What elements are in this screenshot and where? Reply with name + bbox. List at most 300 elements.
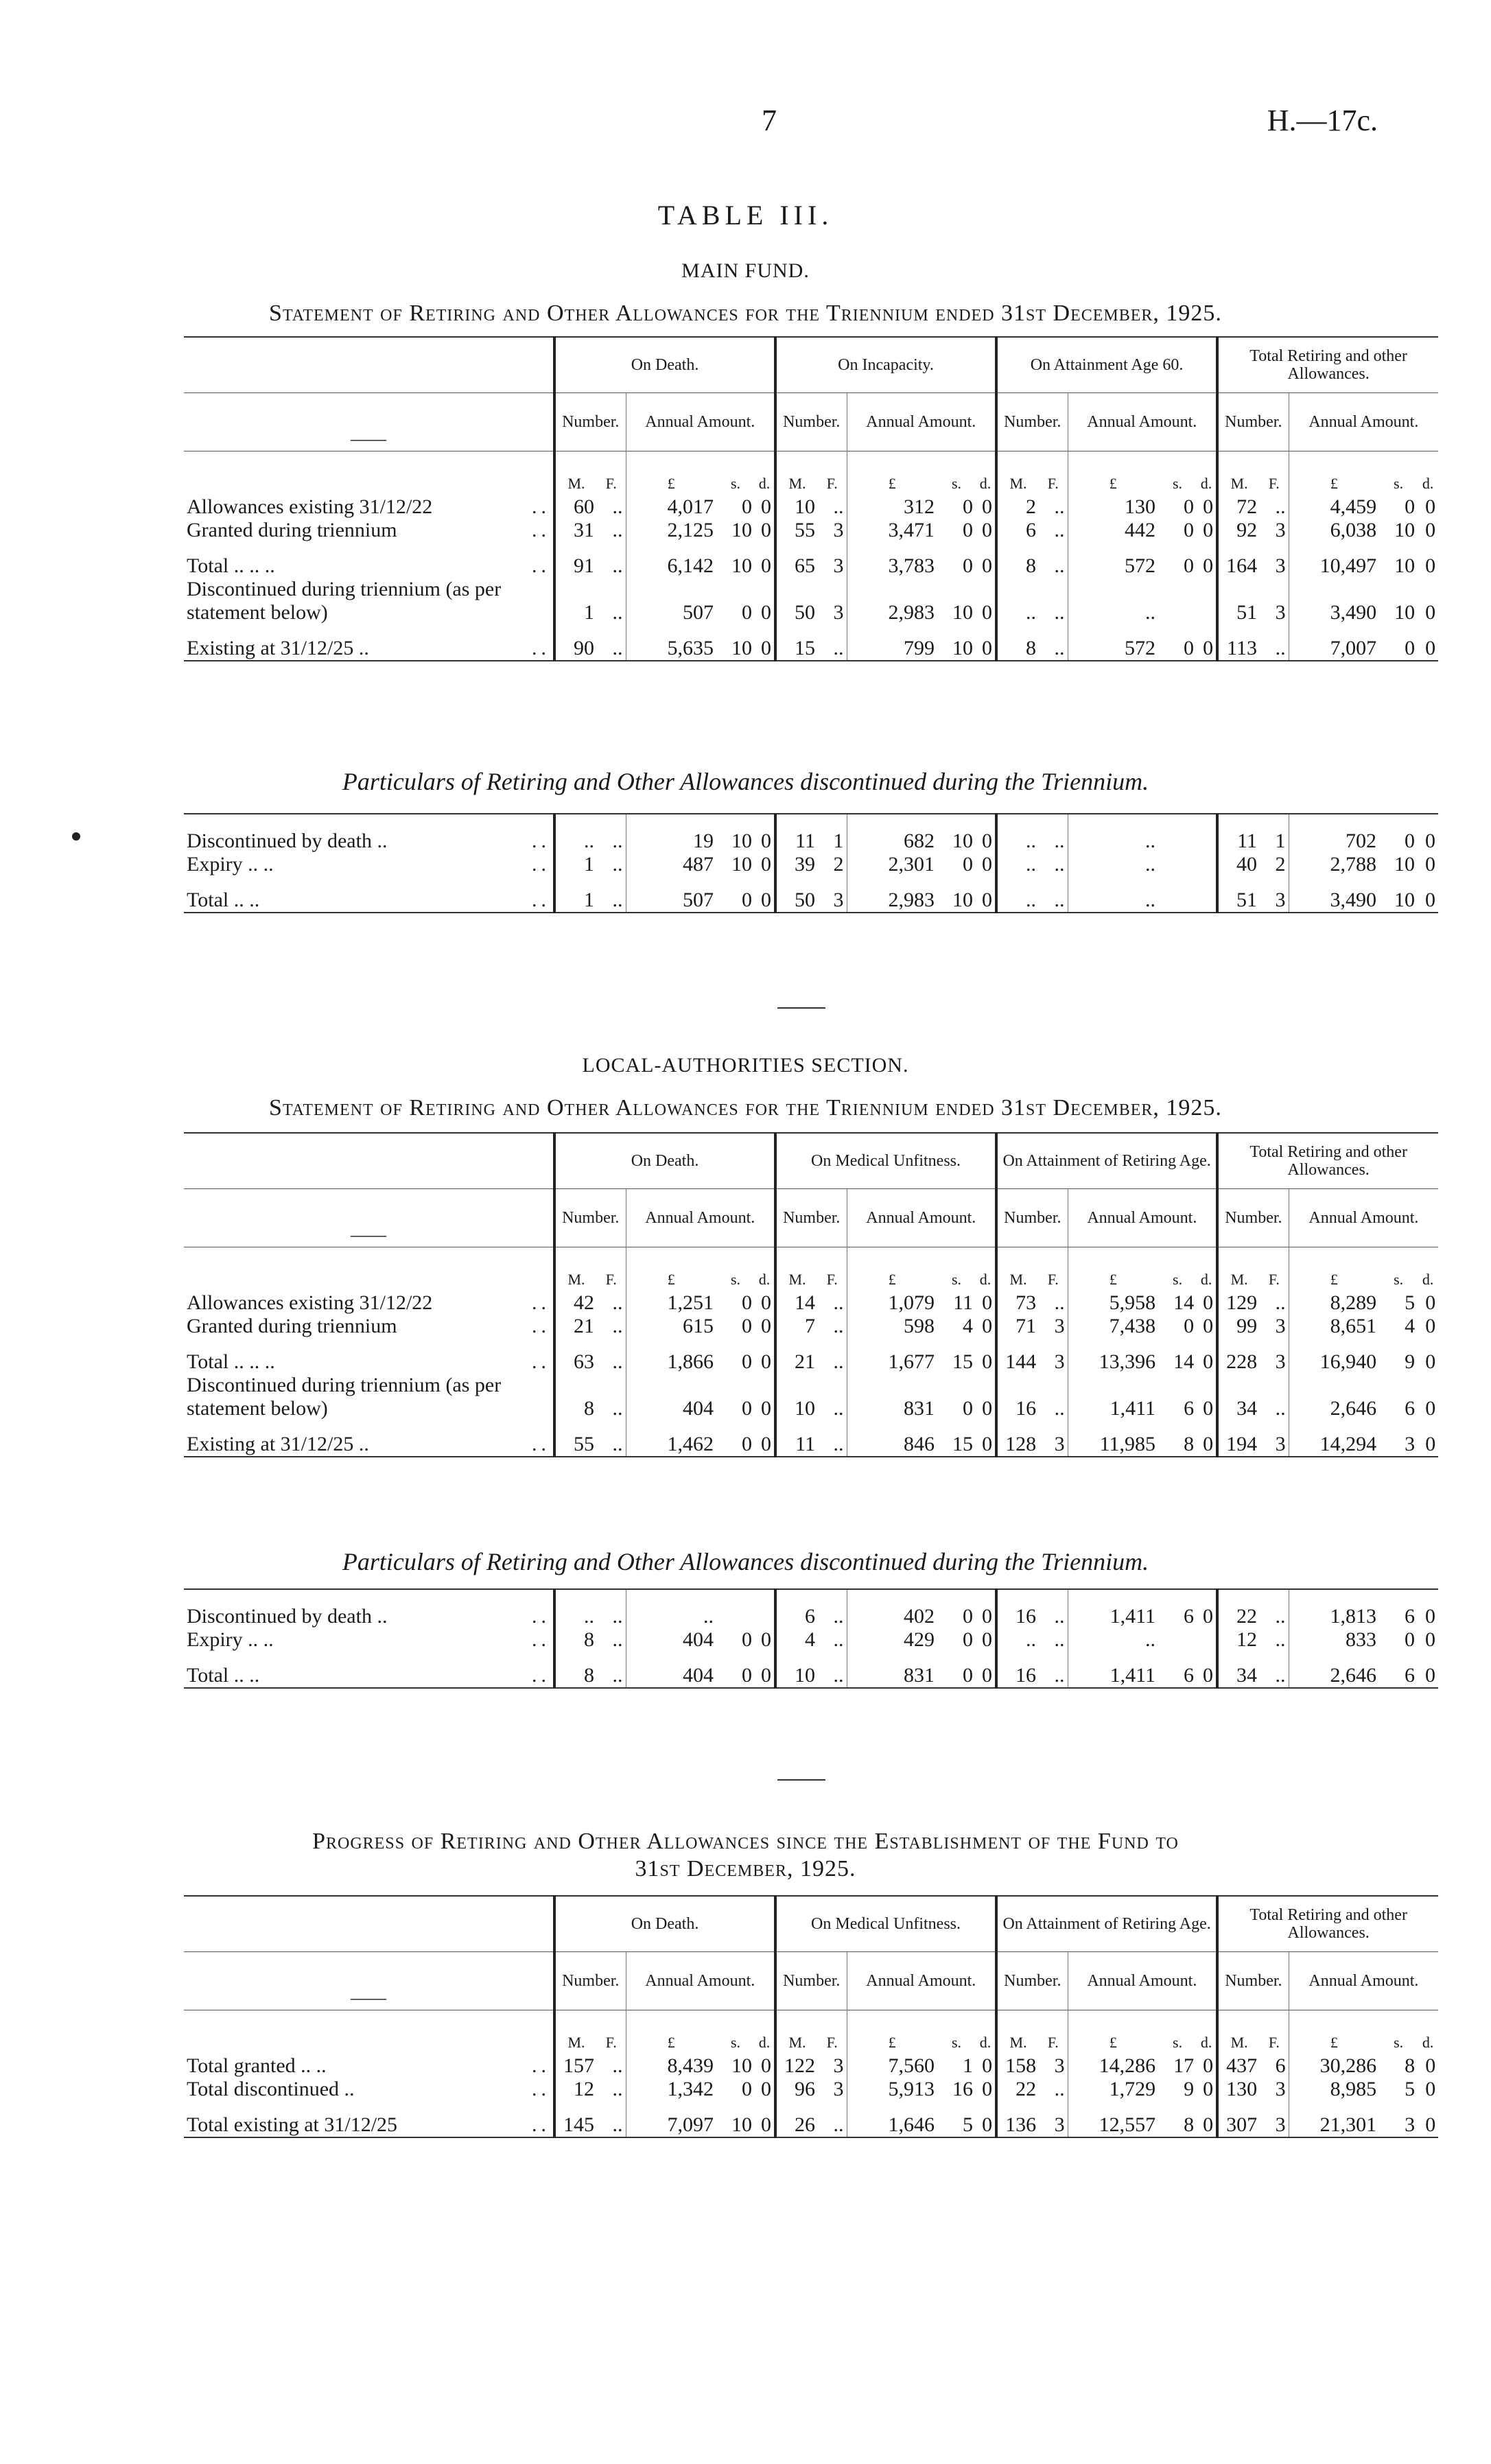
table-cell: .. <box>818 1664 847 1688</box>
table-cell: 1,677 <box>847 1350 937 1374</box>
table-cell: 158 <box>996 2054 1039 2078</box>
table-cell: .. <box>612 1605 623 1628</box>
table-cell: .. <box>1260 1664 1289 1688</box>
table-cell: 10 <box>952 601 974 624</box>
number-header: Number. <box>1217 393 1289 451</box>
table-cell: .. <box>1054 601 1065 624</box>
table-cell: 15 <box>937 1433 976 1457</box>
amount-header: Annual Amount. <box>1289 393 1438 451</box>
table-cell: 1,646 <box>847 2113 937 2137</box>
row-label: Existing at 31/12/25 .. <box>187 637 369 659</box>
row-label: Discontinued during triennium (as per statement below) <box>187 578 502 624</box>
table-cell: 130 <box>1068 495 1158 519</box>
row-label: Expiry .. .. <box>187 853 274 876</box>
table-cell: 0 <box>761 495 772 518</box>
table-cell: 1,462 <box>626 1433 716 1457</box>
main-fund-particulars-title: Particulars of Retiring and Other Allowances discontinued during the Triennium. <box>342 768 1149 795</box>
table-cell: 3,783 <box>847 554 937 578</box>
table-cell: .. <box>996 853 1039 876</box>
unit-label: M. <box>1217 2010 1260 2055</box>
table-cell: 0 <box>742 1350 752 1373</box>
table-cell: 3,490 <box>1289 578 1379 624</box>
table-cell: 96 <box>775 2078 818 2101</box>
table-cell: 92 <box>1217 519 1260 542</box>
table-cell: 30,286 <box>1289 2054 1379 2078</box>
table-cell: 5,913 <box>847 2078 937 2101</box>
table-cell: 5,958 <box>1068 1291 1158 1315</box>
unit-label: £ <box>626 451 716 496</box>
amount-header: Annual Amount. <box>1289 1952 1438 2010</box>
table-cell: 0 <box>761 1397 772 1420</box>
table-cell: 10 <box>731 2054 752 2077</box>
table-cell: 10 <box>731 830 752 852</box>
table-cell: 10 <box>731 554 752 577</box>
table-cell: 0 <box>1197 637 1217 661</box>
table-cell: 12,557 <box>1068 2113 1158 2137</box>
table-cell: .. <box>1054 1605 1065 1628</box>
table-cell: 91 <box>554 554 597 578</box>
table-cell: 0 <box>976 2113 996 2137</box>
table-cell: 0 <box>1197 1433 1217 1457</box>
table-cell: 437 <box>1217 2054 1260 2078</box>
column-group-header: On Attainment of Retiring Age. <box>996 1896 1217 1952</box>
table-cell: 0 <box>1405 495 1416 518</box>
table-cell: 122 <box>775 2054 818 2078</box>
table-cell: 0 <box>761 830 771 852</box>
amount-header: Annual Amount. <box>847 393 996 451</box>
table-cell: 0 <box>761 1315 772 1337</box>
table-cell: .. <box>833 1350 844 1373</box>
unit-label: F. <box>1039 2010 1068 2055</box>
table-cell: .. <box>612 1628 623 1651</box>
table-cell: .. <box>1260 637 1289 661</box>
table-cell: 3 <box>1275 1315 1286 1337</box>
table-cell: 130 <box>1217 2078 1260 2101</box>
table-cell: .. <box>1039 637 1068 661</box>
table-cell: .. <box>1039 889 1068 913</box>
row-dots: .. <box>532 1350 550 1373</box>
column-group-header: On Medical Unfitness. <box>775 1896 996 1952</box>
row-label: Total .. .. .. <box>187 1350 275 1373</box>
unit-label: d. <box>1197 451 1217 496</box>
unit-label: d. <box>755 2010 775 2055</box>
table-cell: 6 <box>1275 2054 1286 2077</box>
table-cell: 3 <box>1054 2054 1065 2077</box>
table-cell: 51 <box>1217 578 1260 624</box>
row-dots: .. <box>532 1291 550 1314</box>
table-cell: 42 <box>554 1291 597 1315</box>
table-cell <box>1158 1628 1197 1652</box>
table-cell: .. <box>554 830 597 853</box>
unit-label: s. <box>716 1247 755 1292</box>
table-cell: 1,342 <box>626 2078 716 2101</box>
table-cell: 8,651 <box>1289 1315 1379 1338</box>
table-cell: 0 <box>1197 1664 1217 1688</box>
table-cell: 8 <box>554 1664 597 1688</box>
amount-header: Annual Amount. <box>1068 1952 1217 2010</box>
unit-label: d. <box>1197 2010 1217 2055</box>
table-cell: 0 <box>1203 1315 1214 1337</box>
table-cell: .. <box>1068 889 1158 913</box>
table-cell: 1,411 <box>1068 1605 1158 1628</box>
table-cell: 1,251 <box>626 1291 716 1315</box>
table-cell: 15 <box>775 637 818 661</box>
table-cell: 21 <box>554 1315 597 1338</box>
table-cell <box>1197 578 1217 624</box>
table-cell: .. <box>1054 830 1065 852</box>
table-cell: 3 <box>1275 554 1286 577</box>
amount-header: Annual Amount. <box>626 1952 775 2010</box>
unit-label: £ <box>1068 2010 1158 2055</box>
unit-label: £ <box>1289 1247 1379 1292</box>
table-cell: 307 <box>1217 2113 1260 2137</box>
table-cell: 702 <box>1289 830 1379 853</box>
unit-label: s. <box>1379 451 1418 496</box>
table-cell: .. <box>612 2078 623 2100</box>
table-cell: .. <box>612 554 623 577</box>
table-cell: 0 <box>755 637 775 661</box>
table-cell: 0 <box>982 830 992 852</box>
table-cell: 0 <box>1418 637 1438 661</box>
table-cell: 10 <box>775 1374 818 1420</box>
table-cell: 3 <box>1039 1433 1068 1457</box>
table-cell: 10 <box>731 853 752 876</box>
table-cell: .. <box>612 1397 623 1420</box>
table-cell: 0 <box>963 1397 974 1420</box>
table-cell: 0 <box>982 1605 992 1628</box>
column-group-header: On Death. <box>554 1133 775 1189</box>
table-cell: 22 <box>1217 1605 1260 1628</box>
table-cell: 598 <box>847 1315 937 1338</box>
table-cell: 0 <box>1425 519 1436 541</box>
table-cell: 1,866 <box>626 1350 716 1374</box>
table-cell: .. <box>612 519 623 541</box>
table-cell: 0 <box>742 2078 752 2100</box>
row-label: Granted during triennium <box>187 1315 397 1337</box>
table-cell: 1,411 <box>1068 1374 1158 1420</box>
table-cell: .. <box>833 1315 844 1337</box>
table-title: TABLE III. <box>657 200 834 231</box>
table-cell: 0 <box>761 1628 771 1651</box>
unit-label: £ <box>626 2010 716 2055</box>
table-cell: 2,788 <box>1289 853 1379 876</box>
unit-label: d. <box>1418 2010 1438 2055</box>
table-cell: 3 <box>1275 2078 1286 2100</box>
table-cell: 8 <box>1405 2054 1416 2077</box>
table-cell: 73 <box>996 1291 1039 1315</box>
table-cell: .. <box>1275 1605 1286 1628</box>
table-cell: 26 <box>775 2113 818 2137</box>
number-header: Number. <box>775 1952 847 2010</box>
unit-label: F. <box>597 451 626 496</box>
row-label: Expiry .. .. <box>187 1628 274 1651</box>
unit-label: d. <box>976 2010 996 2055</box>
table-cell: 157 <box>554 2054 597 2078</box>
table-cell: 14 <box>1173 1350 1195 1373</box>
table-cell: 10 <box>716 2113 755 2137</box>
table-cell: 572 <box>1068 554 1158 578</box>
table-cell: 6,038 <box>1289 519 1379 542</box>
table-cell: 145 <box>554 2113 597 2137</box>
table-cell: 8 <box>554 1628 597 1652</box>
table-cell: 8,985 <box>1289 2078 1379 2101</box>
table-cell: 0 <box>755 1433 775 1457</box>
divider <box>777 1007 825 1009</box>
table-cell: 0 <box>755 889 775 913</box>
table-cell: 404 <box>626 1664 716 1688</box>
amount-header: Annual Amount. <box>626 1189 775 1247</box>
table-cell: 51 <box>1217 889 1260 913</box>
column-group-header: On Death. <box>554 1896 775 1952</box>
table-cell: 682 <box>847 830 937 853</box>
unit-label: d. <box>976 1247 996 1292</box>
table-cell: 5 <box>1405 1291 1416 1314</box>
table-cell: 136 <box>996 2113 1039 2137</box>
table-cell: 0 <box>761 2078 772 2100</box>
table-cell: 0 <box>1425 554 1436 577</box>
table-cell: 11 <box>953 1291 974 1314</box>
table-cell: 3 <box>1260 1433 1289 1457</box>
table-cell: .. <box>597 637 626 661</box>
table-cell: 10 <box>775 495 818 519</box>
table-cell: 4 <box>775 1628 818 1652</box>
row-label: Total .. .. .. <box>187 554 275 577</box>
table-cell: 14,286 <box>1068 2054 1158 2078</box>
progress-statement-line1: Progress of Retiring and Other Allowances since the Establishment of the Fund to <box>312 1829 1179 1854</box>
row-dots: .. <box>532 1628 550 1651</box>
table-cell: .. <box>612 2054 623 2077</box>
unit-label: £ <box>1289 2010 1379 2055</box>
table-cell: 846 <box>847 1433 937 1457</box>
table-cell: .. <box>1068 1628 1158 1652</box>
table-cell: 11 <box>775 830 818 853</box>
table-cell: 0 <box>963 853 973 876</box>
table-cell: 1,813 <box>1289 1605 1379 1628</box>
table-cell <box>755 1605 775 1628</box>
table-cell: 90 <box>554 637 597 661</box>
table-cell: 16 <box>952 2078 974 2100</box>
table-cell: 0 <box>1425 853 1435 876</box>
row-label: Allowances existing 31/12/22 <box>187 495 433 518</box>
amount-header: Annual Amount. <box>847 1189 996 1247</box>
table-cell: .. <box>597 1664 626 1688</box>
table-cell: 0 <box>1425 1397 1436 1420</box>
table-cell: 6 <box>1158 1664 1197 1688</box>
table-cell: 9 <box>1405 1350 1416 1373</box>
table-cell: 0 <box>1203 554 1214 577</box>
row-dots: .. <box>532 889 550 911</box>
table-cell: 402 <box>847 1605 937 1628</box>
table-cell: 10 <box>952 830 973 852</box>
table-cell: 11 <box>775 1433 818 1457</box>
table-cell: .. <box>612 853 623 876</box>
row-dots: .. <box>532 2054 550 2077</box>
table-cell: 442 <box>1068 519 1158 542</box>
table-cell: 0 <box>716 1664 755 1688</box>
table-cell <box>1197 830 1217 853</box>
table-cell: 831 <box>847 1664 937 1688</box>
table-cell: .. <box>597 2113 626 2137</box>
table-cell: 572 <box>1068 637 1158 661</box>
table-cell: 0 <box>963 1628 973 1651</box>
table-cell: 0 <box>982 2054 993 2077</box>
table-cell: 34 <box>1217 1664 1260 1688</box>
table-cell: 12 <box>1217 1628 1260 1652</box>
table-cell: 2 <box>833 853 844 876</box>
table-cell: 194 <box>1217 1433 1260 1457</box>
table-cell: 0 <box>742 495 752 518</box>
table-cell: 4,017 <box>626 495 716 519</box>
table-cell: 15 <box>952 1350 974 1373</box>
table-cell: 0 <box>1197 2113 1217 2137</box>
table-cell: .. <box>612 1350 623 1373</box>
table-cell: 0 <box>761 601 772 624</box>
main-fund-particulars-table <box>184 813 1438 913</box>
table-cell <box>1197 853 1217 876</box>
table-cell: .. <box>1054 1291 1065 1314</box>
table-cell: 6 <box>1184 1397 1195 1420</box>
table-cell: 2,301 <box>847 853 937 876</box>
local-authorities-particulars-title: Particulars of Retiring and Other Allowances discontinued during the Triennium. <box>342 1548 1149 1575</box>
header-dash: —— <box>184 1189 554 1247</box>
table-cell: .. <box>1039 1664 1068 1688</box>
table-cell: 4,459 <box>1289 495 1379 519</box>
table-cell: 0 <box>1425 601 1436 624</box>
table-cell: .. <box>833 1291 844 1314</box>
unit-label: M. <box>775 451 818 496</box>
unit-label: s. <box>937 1247 976 1292</box>
table-cell: .. <box>612 601 623 624</box>
table-cell <box>1158 578 1197 624</box>
table-cell: .. <box>597 1433 626 1457</box>
table-cell: 6 <box>996 519 1039 542</box>
table-cell: 0 <box>755 2113 775 2137</box>
table-cell: .. <box>1275 1628 1286 1651</box>
table-cell: 10 <box>1394 554 1416 577</box>
table-cell: .. <box>626 1605 716 1628</box>
page-reference: H.—17c. <box>1267 104 1378 137</box>
table-cell: 0 <box>1405 1628 1415 1651</box>
table-cell: 0 <box>742 1315 752 1337</box>
table-cell: 7,438 <box>1068 1315 1158 1338</box>
column-group-header: On Incapacity. <box>775 337 996 393</box>
table-cell: 0 <box>1203 1605 1213 1628</box>
table-cell: .. <box>1054 554 1065 577</box>
table-cell: 0 <box>982 495 993 518</box>
table-cell: 10 <box>731 519 752 541</box>
table-cell: 0 <box>1418 889 1438 913</box>
unit-label: £ <box>1068 451 1158 496</box>
unit-label: F. <box>818 451 847 496</box>
unit-label: M. <box>775 2010 818 2055</box>
table-cell: 4 <box>1405 1315 1416 1337</box>
table-cell: 7,007 <box>1289 637 1379 661</box>
table-cell: 3 <box>1039 2113 1068 2137</box>
table-cell: 11,985 <box>1068 1433 1158 1457</box>
unit-label: F. <box>818 1247 847 1292</box>
table-cell: 1,729 <box>1068 2078 1158 2101</box>
amount-header: Annual Amount. <box>1289 1189 1438 1247</box>
table-cell: .. <box>612 1291 623 1314</box>
column-group-header: On Medical Unfitness. <box>775 1133 996 1189</box>
row-dots: .. <box>532 853 550 876</box>
row-dots: .. <box>532 2078 550 2100</box>
table-cell: 0 <box>1203 1350 1214 1373</box>
table-cell: 0 <box>1425 1315 1436 1337</box>
table-cell: 0 <box>1418 1433 1438 1457</box>
unit-label: £ <box>847 451 937 496</box>
table-cell: 6 <box>775 1605 818 1628</box>
row-dots: .. <box>532 1664 550 1687</box>
table-cell: 0 <box>976 1433 996 1457</box>
unit-label: M. <box>996 451 1039 496</box>
table-cell: 2,125 <box>626 519 716 542</box>
unit-label: s. <box>1158 451 1197 496</box>
table-cell: 0 <box>976 637 996 661</box>
table-cell: 5 <box>1405 2078 1416 2100</box>
table-cell: 1,079 <box>847 1291 937 1315</box>
table-cell: .. <box>612 495 623 518</box>
table-cell: 404 <box>626 1628 716 1652</box>
table-cell: 0 <box>982 554 993 577</box>
table-cell: .. <box>554 1605 597 1628</box>
unit-label: M. <box>1217 451 1260 496</box>
unit-label: d. <box>1418 451 1438 496</box>
table-cell: 10 <box>937 889 976 913</box>
table-cell: .. <box>818 1433 847 1457</box>
table-cell: 11 <box>1217 830 1260 853</box>
unit-label: £ <box>847 2010 937 2055</box>
table-cell: 4 <box>963 1315 974 1337</box>
table-cell: 8 <box>996 554 1039 578</box>
table-cell: 16 <box>996 1605 1039 1628</box>
table-cell: .. <box>833 1605 844 1628</box>
table-cell: 2,983 <box>847 889 937 913</box>
table-cell: 55 <box>554 1433 597 1457</box>
table-cell: 6,142 <box>626 554 716 578</box>
table-cell <box>1158 853 1197 876</box>
unit-label: s. <box>1379 1247 1418 1292</box>
table-cell: 0 <box>1425 1628 1435 1651</box>
table-cell: 3 <box>1054 1350 1065 1373</box>
table-cell: 0 <box>1203 2078 1214 2100</box>
table-cell: 10 <box>1394 519 1416 541</box>
table-cell: 0 <box>1184 554 1195 577</box>
table-cell: 22 <box>996 2078 1039 2101</box>
number-header: Number. <box>996 393 1068 451</box>
table-cell: 0 <box>982 1315 993 1337</box>
number-header: Number. <box>775 1189 847 1247</box>
table-cell: 16 <box>996 1374 1039 1420</box>
row-label: Discontinued during triennium (as per statement below) <box>187 1374 502 1420</box>
table-cell: 0 <box>963 519 974 541</box>
local-authorities-title: LOCAL-AUTHORITIES SECTION. <box>582 1054 909 1077</box>
table-cell: 3 <box>833 601 844 624</box>
table-cell: 404 <box>626 1374 716 1420</box>
table-cell: 128 <box>996 1433 1039 1457</box>
local-authorities-particulars-table <box>184 1588 1438 1689</box>
table-cell: 19 <box>626 830 716 853</box>
table-cell: 10 <box>937 637 976 661</box>
table-cell: 0 <box>1425 2078 1436 2100</box>
table-cell <box>1197 1628 1217 1652</box>
table-cell: 3 <box>1275 519 1286 541</box>
unit-label: F. <box>1039 451 1068 496</box>
row-dots: .. <box>532 1433 550 1455</box>
table-cell: 7,097 <box>626 2113 716 2137</box>
table-cell: 6 <box>1184 1605 1194 1628</box>
table-cell: 0 <box>1418 1664 1438 1688</box>
